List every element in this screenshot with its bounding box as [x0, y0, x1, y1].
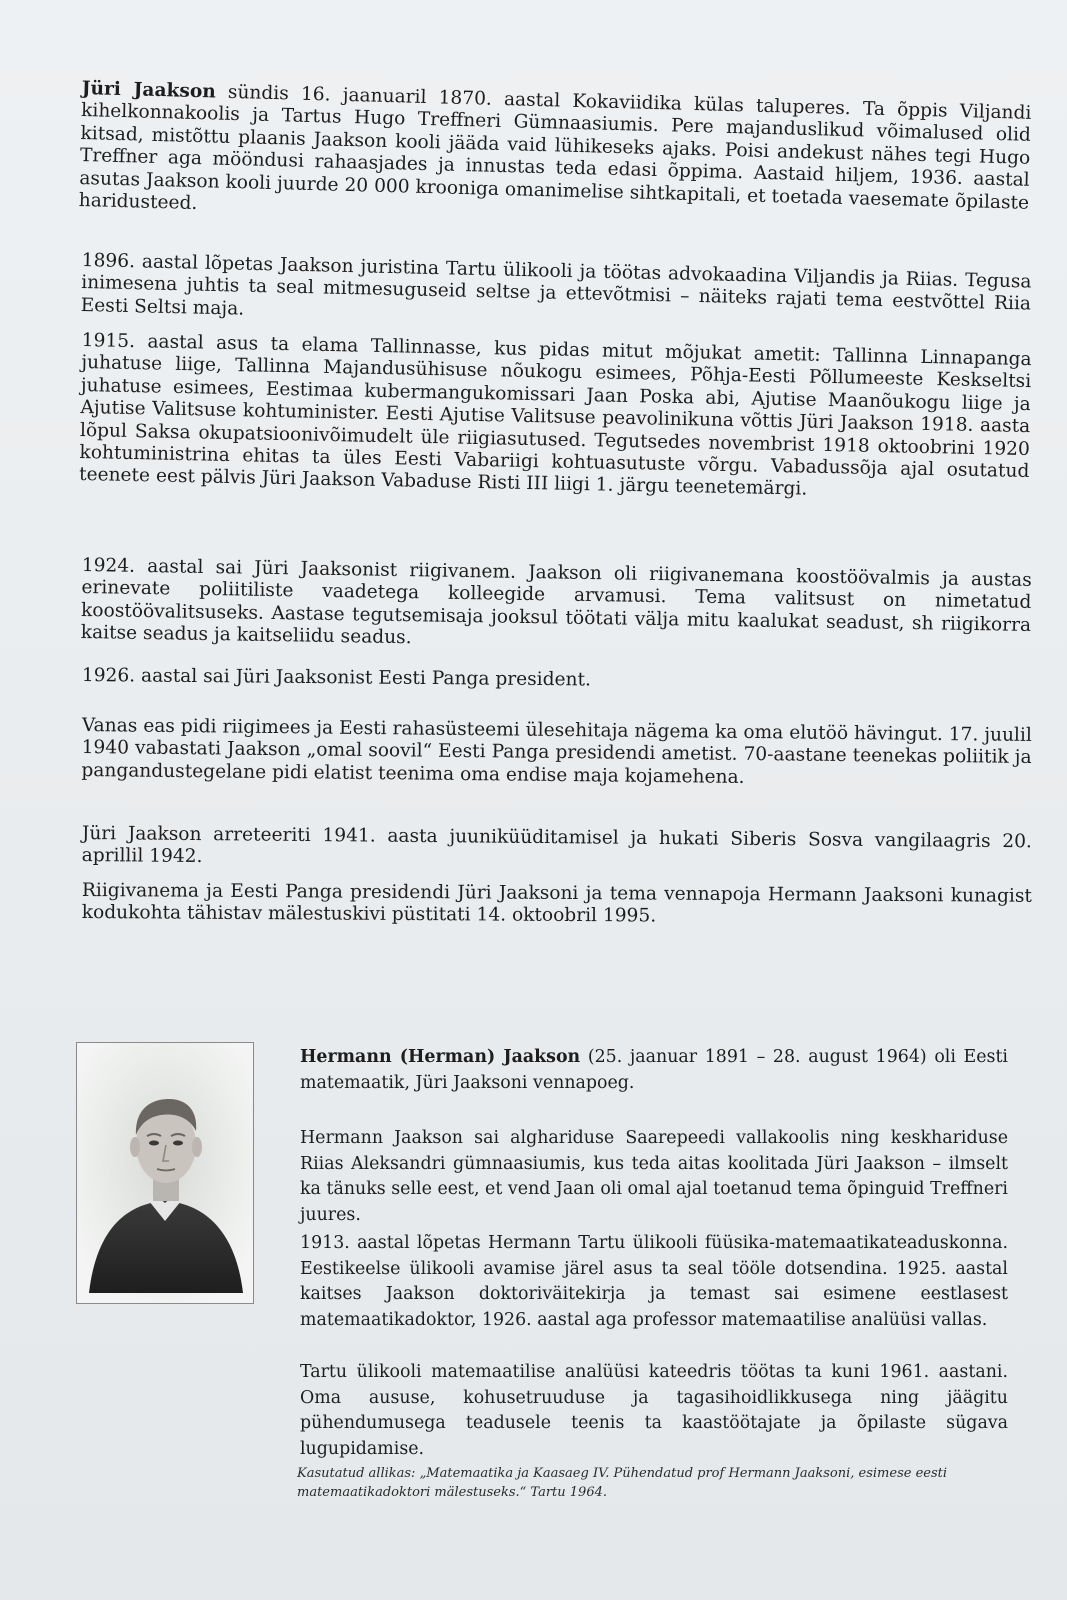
paragraph-old-age: Vanas eas pidi riigimees ja Eesti rahasüsteemi ülesehitaja nägema ka oma elutöö hävingut. 17. juulil 1940 vabastati Jaakson „omal soovil“ Eesti Panga presidendi ametist. 70-aastane teenekas poliitik ja pangandustegelane pidi elatist teenima oma endise maja kojamehena. — [81, 715, 1032, 788]
paragraph-birth-text: sündis 16. jaanuaril 1870. aastal Kokaviidika külas taluperes. Ta õppis Viljandi kihelkonnakoolis ja Tartus Hugo Treffneri Gümnaasiumis. Pere majanduslikud võimalused olid kitsad, mistõttu plaanis Jaakson kooli jääda vaid lühikeseks ajaks. Poisi andekust nähes tegi Hugo Treffner aga mööndusi rahaasjades ja innustas teda edasi õppima. Aastaid hiljem, 1936. aastal asutas Jaakson kooli juurde 20 000 krooniga omanimelise sihtkapitali, et toetada vaesemate õpilaste haridusteed. — [78, 81, 1032, 215]
bio-intro-text: (25. jaanuar 1891 – 28. august 1964) oli Eesti matemaatik, Jüri Jaaksoni vennapoeg. — [300, 1047, 1008, 1093]
paragraph-memorial-stone: Riigivanema ja Eesti Panga presidendi Jüri Jaaksoni ja tema vennapoja Hermann Jaaksoni kunagist kodukohta tähistav mälestuskivi püstitati 14. oktoobril 1995. — [81, 880, 1032, 927]
bio-university: 1913. aastal lõpetas Hermann Tartu ülikooli füüsika-matemaatikateaduskonna. Eestikeelse ülikooli avamise järel asus ta seal tööle dotsendina. 1925. aastal kaitses Jaakson doktoriväitekirja ja temast sai esimene eestlasest matemaatikadoktor, 1926. aastal aga professor matemaatilise analüüsi vallas. — [300, 1233, 1008, 1330]
person-name-hermann: Hermann (Herman) Jaakson — [300, 1047, 581, 1067]
bio-legacy: Tartu ülikooli matemaatilise analüüsi kateedris töötas ta kuni 1961. aastani. Oma aususe, kohusetruuduse ja tagasihoidlikkusega ning jäägitu pühendumusega teadusele teenis ta kaastöötajate ja õpilaste sügava lugupidamise. — [300, 1362, 1008, 1459]
portrait-photo — [76, 1042, 254, 1304]
paragraph-arrest: Jüri Jaakson arreteeriti 1941. aasta juuniküüditamisel ja hukati Siberis Sosva vangilaagris 20. aprillil 1942. — [81, 823, 1032, 868]
paragraph-career-1896: 1896. aastal lõpetas Jaakson juristina Tartu ülikooli ja töötas advokaadina Viljandis ja Riias. Tegusa inimesena juhtis ta seal mitmesuguseid seltse ja ettevõtmisi – näiteks rajati tema eestvõttel Riia Eesti Seltsi maja. — [80, 250, 1032, 320]
source-citation: Kasutatud allikas: „Matemaatika ja Kaasaeg IV. Pühendatud prof Hermann Jaaksoni, esimese eesti matemaatikadoktori mälestuseks.“ Tartu 1964. — [297, 1466, 948, 1500]
paragraph-birth — [78, 78, 1031, 237]
paragraph-tallinn-1915: 1915. aastal asus ta elama Tallinnasse, kus pidas mitut mõjukat ametit: Tallinna Linnapanga juhatuse liige, Tallinna Majandusühisuse nõukogu esimees, Põhja-Eesti Põllumeeste Keskseltsi juhatuse esimees, Eestimaa kubermangukomissari Jaan Poska abi, Ajutise Maanõukogu liige ja Ajutise Valitsuse kohtuminister. Eesti Ajutise Valitsuse peavolinikuna võttis Jüri Jaakson 1918. aasta lõpul Saksa okupatsioonivõimudelt üle riigiasutused. Tegutsedes novembrist 1918 oktoobrini 1920 kohtuministrina ehitas ta üles Eesti Vabariigi kohtuasutuste võrgu. Vabadussõja ajal osutatud teenete eest pälvis Jüri Jaakson Vabaduse Risti III liigi 1. järgu teenetemärgi. — [78, 330, 1032, 501]
bio-intro — [300, 1045, 1008, 1096]
paragraph-bank-1926: 1926. aastal sai Jüri Jaaksonist Eesti Panga president. — [81, 665, 592, 691]
portrait-image — [77, 1043, 253, 1303]
paragraph-state-elder-1924: 1924. aastal sai Jüri Jaaksonist riigivanem. Jaakson oli riigivanemana koostöövalmis ja austas erinevate poliitiliste vaadetega kolleegide arvamusi. Tema valitsust on nimetatud koostöövalitsuseks. Aastase tegutsemisaja jooksul töötati välja mitu kaalukat seadust, sh riigikorra kaitse seadus ja kaitseliidu seadus. — [80, 555, 1032, 649]
person-name-juri: Jüri Jaakson — [81, 78, 217, 103]
bio-education: Hermann Jaakson sai alghariduse Saarepeedi vallakoolis ning keskhariduse Riias Aleksandri gümnaasiumis, kus teda aitas koolitada Jüri Jaakson – ilmselt ka tänuks selle eest, et vend Jaan oli omal ajal toetanud tema õpinguid Treffneri juures. — [300, 1128, 1008, 1225]
